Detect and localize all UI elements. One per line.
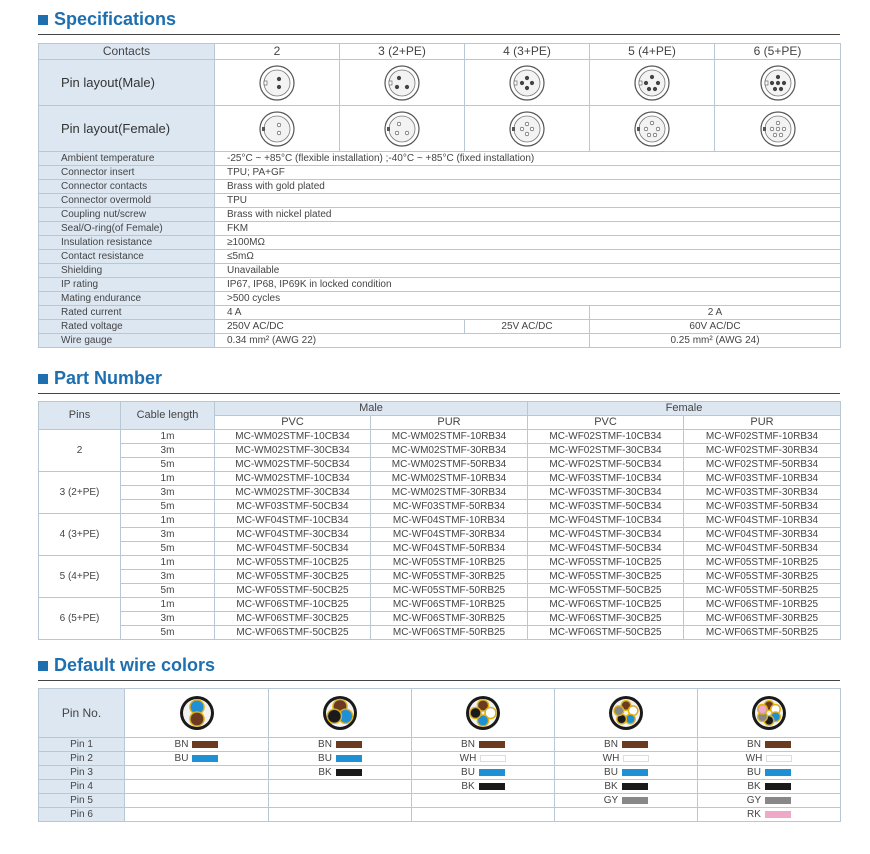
- heading-square-icon: [38, 374, 48, 384]
- wire-color-cell-empty: [269, 808, 412, 822]
- specifications-heading: [38, 9, 176, 30]
- part-number-title: Part Number: [54, 368, 163, 388]
- wire-color-cell: [555, 794, 698, 808]
- pin-label: Pin 4: [39, 780, 125, 794]
- male-pvc-header: PVC: [215, 416, 371, 430]
- cable-length: 5m: [121, 458, 215, 472]
- wire-swatch: [192, 755, 218, 762]
- female-pur-part: MC-WF02STMF-30RB34: [684, 444, 841, 458]
- pin-layout-female-label: Pin layout(Female): [39, 106, 215, 152]
- cable-length: 3m: [121, 570, 215, 584]
- wire-color-cell-empty: [125, 808, 269, 822]
- female-6pin-diagram: [715, 106, 841, 152]
- male-pvc-part: MC-WM02STMF-10CB34: [215, 430, 371, 444]
- cable-length: 5m: [121, 584, 215, 598]
- female-3pin-diagram: [340, 106, 465, 152]
- male-pvc-part: MC-WM02STMF-10CB34: [215, 472, 371, 486]
- wire-color-cell-empty: [125, 766, 269, 780]
- rated-current-b: 2 A: [590, 306, 841, 320]
- spec-row: [39, 180, 841, 194]
- wire-swatch: [336, 755, 362, 762]
- cable-length: 5m: [121, 542, 215, 556]
- wire-gauge-b: 0.25 mm² (AWG 24): [590, 334, 841, 348]
- female-pur-part: MC-WF04STMF-10RB34: [684, 514, 841, 528]
- wire-color-cell: [412, 780, 555, 794]
- wire-code: WH: [459, 753, 477, 764]
- pins-count: 6 (5+PE): [39, 598, 121, 640]
- spec-row-label: Ambient temperature: [39, 152, 215, 166]
- female-pvc-part: MC-WF04STMF-50CB34: [528, 542, 684, 556]
- male-pur-part: MC-WF05STMF-30RB25: [371, 570, 528, 584]
- male-pvc-part: MC-WM02STMF-30CB34: [215, 486, 371, 500]
- male-pvc-part: MC-WF04STMF-50CB34: [215, 542, 371, 556]
- female-pur-part: MC-WF03STMF-50RB34: [684, 500, 841, 514]
- cable-length: 3m: [121, 444, 215, 458]
- female-pvc-part: MC-WF06STMF-10CB25: [528, 598, 684, 612]
- male-pur-part: MC-WF05STMF-10RB25: [371, 556, 528, 570]
- wire-swatch: [336, 769, 362, 776]
- contacts-label: Contacts: [39, 44, 215, 60]
- spec-row: [39, 166, 841, 180]
- part-row: [39, 556, 841, 570]
- heading-square-icon: [38, 15, 48, 25]
- pin-label: Pin 5: [39, 794, 125, 808]
- female-header: Female: [528, 402, 841, 416]
- male-pur-part: MC-WF04STMF-10RB34: [371, 514, 528, 528]
- cable-length: 3m: [121, 486, 215, 500]
- heading-square-icon: [38, 661, 48, 671]
- male-pur-part: MC-WF06STMF-10RB25: [371, 598, 528, 612]
- female-pvc-part: MC-WF02STMF-10CB34: [528, 430, 684, 444]
- female-pur-part: MC-WF02STMF-10RB34: [684, 430, 841, 444]
- wire-swatch: [766, 755, 792, 762]
- rated-voltage-label: Rated voltage: [39, 320, 215, 334]
- male-pvc-part: MC-WF06STMF-50CB25: [215, 626, 371, 640]
- female-5pin-diagram: [590, 106, 715, 152]
- spec-row-label: Connector contacts: [39, 180, 215, 194]
- female-pvc-part: MC-WF06STMF-30CB25: [528, 612, 684, 626]
- wire-color-cell: [412, 766, 555, 780]
- female-pvc-part: MC-WF04STMF-10CB34: [528, 514, 684, 528]
- wire-code: BN: [318, 739, 332, 750]
- spec-row: [39, 194, 841, 208]
- spec-row-label: Seal/O-ring(of Female): [39, 222, 215, 236]
- wire-swatch: [765, 741, 791, 748]
- spec-row-label: Shielding: [39, 264, 215, 278]
- specifications-table: [38, 43, 841, 348]
- wire-swatch: [480, 755, 506, 762]
- spec-row-value: TPU; PA+GF: [215, 166, 841, 180]
- female-pur-part: MC-WF04STMF-30RB34: [684, 528, 841, 542]
- part-row: [39, 570, 841, 584]
- wire-color-cell: [555, 738, 698, 752]
- wire-gauge-a: 0.34 mm² (AWG 22): [215, 334, 590, 348]
- spec-row-value: >500 cycles: [215, 292, 841, 306]
- part-number-rule: [38, 393, 840, 394]
- female-pvc-part: MC-WF03STMF-50CB34: [528, 500, 684, 514]
- female-pvc-part: MC-WF03STMF-10CB34: [528, 472, 684, 486]
- wire-code: BU: [174, 753, 189, 764]
- wire-code: BK: [604, 781, 618, 792]
- spec-row-label: Contact resistance: [39, 250, 215, 264]
- wire-swatch: [479, 741, 505, 748]
- female-pur-part: MC-WF04STMF-50RB34: [684, 542, 841, 556]
- male-5pin-diagram: [590, 60, 715, 106]
- pin-no-label: Pin No.: [39, 689, 125, 738]
- wire-color-cell: [555, 766, 698, 780]
- spec-row-value: ≤5mΩ: [215, 250, 841, 264]
- wire-swatch: [622, 783, 648, 790]
- rated-current-a: 4 A: [215, 306, 590, 320]
- contacts-col-3: 3 (2+PE): [340, 44, 465, 60]
- female-pur-part: MC-WF06STMF-30RB25: [684, 612, 841, 626]
- spec-row-value: -25°C ~ +85°C (flexible installation) ;-40°C ~ +85°C (fixed installation): [215, 152, 841, 166]
- wire-code: BN: [461, 739, 475, 750]
- male-pur-part: MC-WF06STMF-50RB25: [371, 626, 528, 640]
- pin-label: Pin 3: [39, 766, 125, 780]
- cable-length: 1m: [121, 598, 215, 612]
- wire-pin-row: [39, 780, 841, 794]
- spec-row: [39, 152, 841, 166]
- female-pvc-part: MC-WF04STMF-30CB34: [528, 528, 684, 542]
- wire-color-cell: [555, 780, 698, 794]
- male-pvc-part: MC-WF05STMF-10CB25: [215, 556, 371, 570]
- male-pvc-part: MC-WF05STMF-50CB25: [215, 584, 371, 598]
- pin-layout-male-label: Pin layout(Male): [39, 60, 215, 106]
- wire-code: BU: [747, 767, 761, 778]
- spec-row: [39, 208, 841, 222]
- wire-swatch: [622, 797, 648, 804]
- part-row: [39, 500, 841, 514]
- cable-length: 1m: [121, 514, 215, 528]
- spec-row-value: Brass with gold plated: [215, 180, 841, 194]
- part-row: [39, 584, 841, 598]
- cable-3core-icon: [269, 689, 412, 738]
- part-number-table: [38, 401, 841, 640]
- part-row: [39, 612, 841, 626]
- female-pur-part: MC-WF02STMF-50RB34: [684, 458, 841, 472]
- wire-color-cell-empty: [555, 808, 698, 822]
- wire-pin-row: [39, 808, 841, 822]
- wire-code: BK: [747, 781, 761, 792]
- wire-color-rows: [39, 738, 841, 822]
- wire-color-cell: [125, 738, 269, 752]
- male-pur-part: MC-WM02STMF-10RB34: [371, 472, 528, 486]
- spec-row: [39, 292, 841, 306]
- female-pur-part: MC-WF05STMF-50RB25: [684, 584, 841, 598]
- pin-label: Pin 1: [39, 738, 125, 752]
- part-row: [39, 458, 841, 472]
- part-row: [39, 542, 841, 556]
- cable-4core-icon: [412, 689, 555, 738]
- wire-colors-table: [38, 688, 841, 822]
- female-pur-part: MC-WF06STMF-50RB25: [684, 626, 841, 640]
- male-pvc-part: MC-WF05STMF-30CB25: [215, 570, 371, 584]
- wire-color-cell-empty: [412, 808, 555, 822]
- female-pur-header: PUR: [684, 416, 841, 430]
- rated-voltage-c: 60V AC/DC: [590, 320, 841, 334]
- male-pur-part: MC-WM02STMF-30RB34: [371, 486, 528, 500]
- male-pvc-part: MC-WF04STMF-30CB34: [215, 528, 371, 542]
- spec-row-label: IP rating: [39, 278, 215, 292]
- wire-code: BK: [318, 767, 332, 778]
- spec-row: [39, 278, 841, 292]
- wire-code: BN: [747, 739, 761, 750]
- wire-pin-row: [39, 752, 841, 766]
- rated-current-label: Rated current: [39, 306, 215, 320]
- part-row: [39, 486, 841, 500]
- pins-header: Pins: [39, 402, 121, 430]
- contacts-col-2: 2: [215, 44, 340, 60]
- wire-code: BU: [604, 767, 618, 778]
- pin-label: Pin 6: [39, 808, 125, 822]
- pins-count: 5 (4+PE): [39, 556, 121, 598]
- male-4pin-diagram: [465, 60, 590, 106]
- wire-code: BN: [604, 739, 618, 750]
- wire-swatch: [765, 783, 791, 790]
- rated-voltage-row: [39, 320, 841, 334]
- spec-row-label: Insulation resistance: [39, 236, 215, 250]
- part-header-row-1: [39, 402, 841, 416]
- pins-count: 2: [39, 430, 121, 472]
- contacts-col-5: 5 (4+PE): [590, 44, 715, 60]
- wire-color-cell-empty: [269, 780, 412, 794]
- female-pur-part: MC-WF03STMF-10RB34: [684, 472, 841, 486]
- female-2pin-diagram: [215, 106, 340, 152]
- cable-length: 3m: [121, 528, 215, 542]
- wire-color-cell: [698, 794, 841, 808]
- spec-row-label: Coupling nut/screw: [39, 208, 215, 222]
- wire-colors-rule: [38, 680, 840, 681]
- cable-6core-icon: [698, 689, 841, 738]
- male-3pin-diagram: [340, 60, 465, 106]
- spec-row: [39, 264, 841, 278]
- spec-row-value: Brass with nickel plated: [215, 208, 841, 222]
- wire-color-cell: [555, 752, 698, 766]
- contacts-col-4: 4 (3+PE): [465, 44, 590, 60]
- cable-length: 5m: [121, 500, 215, 514]
- wire-color-cell: [412, 738, 555, 752]
- male-header: Male: [215, 402, 528, 416]
- rated-current-row: [39, 306, 841, 320]
- cable-length-header: Cable length: [121, 402, 215, 430]
- pins-count: 3 (2+PE): [39, 472, 121, 514]
- wire-pin-row: [39, 794, 841, 808]
- spec-row-value: Unavailable: [215, 264, 841, 278]
- spec-row-value: IP67, IP68, IP69K in locked condition: [215, 278, 841, 292]
- cable-length: 3m: [121, 612, 215, 626]
- wire-color-cell-empty: [125, 794, 269, 808]
- spec-row: [39, 250, 841, 264]
- pins-count: 4 (3+PE): [39, 514, 121, 556]
- wire-color-cell: [698, 752, 841, 766]
- cable-length: 5m: [121, 626, 215, 640]
- female-pvc-part: MC-WF05STMF-10CB25: [528, 556, 684, 570]
- spec-row-label: Connector overmold: [39, 194, 215, 208]
- contacts-col-6: 6 (5+PE): [715, 44, 841, 60]
- spec-row-value: TPU: [215, 194, 841, 208]
- male-pvc-part: MC-WF03STMF-50CB34: [215, 500, 371, 514]
- wire-color-cell: [269, 766, 412, 780]
- male-pvc-part: MC-WF06STMF-30CB25: [215, 612, 371, 626]
- spec-row-label: Mating endurance: [39, 292, 215, 306]
- male-pur-part: MC-WM02STMF-30RB34: [371, 444, 528, 458]
- female-pvc-part: MC-WF03STMF-30CB34: [528, 486, 684, 500]
- female-pur-part: MC-WF05STMF-10RB25: [684, 556, 841, 570]
- male-6pin-diagram: [715, 60, 841, 106]
- specifications-title: Specifications: [54, 9, 177, 29]
- male-pur-part: MC-WM02STMF-10RB34: [371, 430, 528, 444]
- wire-colors-heading: [38, 655, 215, 676]
- part-number-heading: [38, 368, 162, 389]
- wire-color-cell-empty: [125, 780, 269, 794]
- wire-color-cell: [269, 752, 412, 766]
- female-pvc-part: MC-WF06STMF-50CB25: [528, 626, 684, 640]
- male-pur-part: MC-WF06STMF-30RB25: [371, 612, 528, 626]
- wire-swatch: [479, 783, 505, 790]
- wire-gauge-row: [39, 334, 841, 348]
- male-pur-part: MC-WF04STMF-50RB34: [371, 542, 528, 556]
- specifications-rule: [38, 34, 840, 35]
- cable-length: 1m: [121, 472, 215, 486]
- female-pur-part: MC-WF05STMF-30RB25: [684, 570, 841, 584]
- spec-row-label: Connector insert: [39, 166, 215, 180]
- wire-code: BU: [318, 753, 332, 764]
- part-row: [39, 472, 841, 486]
- wire-code: WH: [602, 753, 620, 764]
- spec-property-rows: [39, 152, 841, 306]
- wire-swatch: [765, 811, 791, 818]
- wire-pin-row: [39, 766, 841, 780]
- male-pur-part: MC-WF03STMF-50RB34: [371, 500, 528, 514]
- male-pvc-part: MC-WM02STMF-30CB34: [215, 444, 371, 458]
- wire-swatch: [765, 797, 791, 804]
- spec-row-value: FKM: [215, 222, 841, 236]
- male-pur-header: PUR: [371, 416, 528, 430]
- part-row: [39, 598, 841, 612]
- wire-swatch: [479, 769, 505, 776]
- pin-layout-female-row: [39, 106, 841, 152]
- pin-no-row: [39, 689, 841, 738]
- wire-swatch: [622, 769, 648, 776]
- rated-voltage-a: 250V AC/DC: [215, 320, 465, 334]
- female-4pin-diagram: [465, 106, 590, 152]
- wire-code: BU: [461, 767, 475, 778]
- female-pur-part: MC-WF03STMF-30RB34: [684, 486, 841, 500]
- cable-2core-icon: [125, 689, 269, 738]
- part-row: [39, 514, 841, 528]
- wire-code: GY: [603, 795, 619, 806]
- wire-code: RK: [747, 809, 761, 820]
- male-pur-part: MC-WM02STMF-50RB34: [371, 458, 528, 472]
- part-row: [39, 444, 841, 458]
- wire-code: WH: [745, 753, 763, 764]
- part-row: [39, 528, 841, 542]
- part-number-rows: [39, 430, 841, 640]
- wire-pin-row: [39, 738, 841, 752]
- female-pur-part: MC-WF06STMF-10RB25: [684, 598, 841, 612]
- male-pur-part: MC-WF05STMF-50RB25: [371, 584, 528, 598]
- wire-color-cell: [698, 808, 841, 822]
- wire-color-cell-empty: [412, 794, 555, 808]
- male-pur-part: MC-WF04STMF-30RB34: [371, 528, 528, 542]
- wire-color-cell: [698, 780, 841, 794]
- spec-row: [39, 222, 841, 236]
- pin-layout-male-row: [39, 60, 841, 106]
- wire-color-cell: [698, 766, 841, 780]
- rated-voltage-b: 25V AC/DC: [465, 320, 590, 334]
- wire-code: GY: [746, 795, 762, 806]
- male-pvc-part: MC-WF06STMF-10CB25: [215, 598, 371, 612]
- wire-code: BK: [461, 781, 475, 792]
- spec-row: [39, 236, 841, 250]
- contacts-row: [39, 44, 841, 60]
- cable-length: 1m: [121, 556, 215, 570]
- male-2pin-diagram: [215, 60, 340, 106]
- wire-swatch: [336, 741, 362, 748]
- female-pvc-part: MC-WF05STMF-30CB25: [528, 570, 684, 584]
- wire-color-cell-empty: [269, 794, 412, 808]
- wire-color-cell: [269, 738, 412, 752]
- wire-swatch: [622, 741, 648, 748]
- wire-color-cell: [698, 738, 841, 752]
- wire-color-cell: [125, 752, 269, 766]
- cable-5core-icon: [555, 689, 698, 738]
- female-pvc-header: PVC: [528, 416, 684, 430]
- part-row: [39, 430, 841, 444]
- wire-code: BN: [174, 739, 189, 750]
- pin-label: Pin 2: [39, 752, 125, 766]
- female-pvc-part: MC-WF05STMF-50CB25: [528, 584, 684, 598]
- female-pvc-part: MC-WF02STMF-30CB34: [528, 444, 684, 458]
- wire-swatch: [765, 769, 791, 776]
- part-row: [39, 626, 841, 640]
- wire-color-cell: [412, 752, 555, 766]
- male-pvc-part: MC-WM02STMF-50CB34: [215, 458, 371, 472]
- wire-colors-title: Default wire colors: [54, 655, 216, 675]
- spec-row-value: ≥100MΩ: [215, 236, 841, 250]
- wire-swatch: [192, 741, 218, 748]
- male-pvc-part: MC-WF04STMF-10CB34: [215, 514, 371, 528]
- female-pvc-part: MC-WF02STMF-50CB34: [528, 458, 684, 472]
- wire-swatch: [623, 755, 649, 762]
- wire-gauge-label: Wire gauge: [39, 334, 215, 348]
- cable-length: 1m: [121, 430, 215, 444]
